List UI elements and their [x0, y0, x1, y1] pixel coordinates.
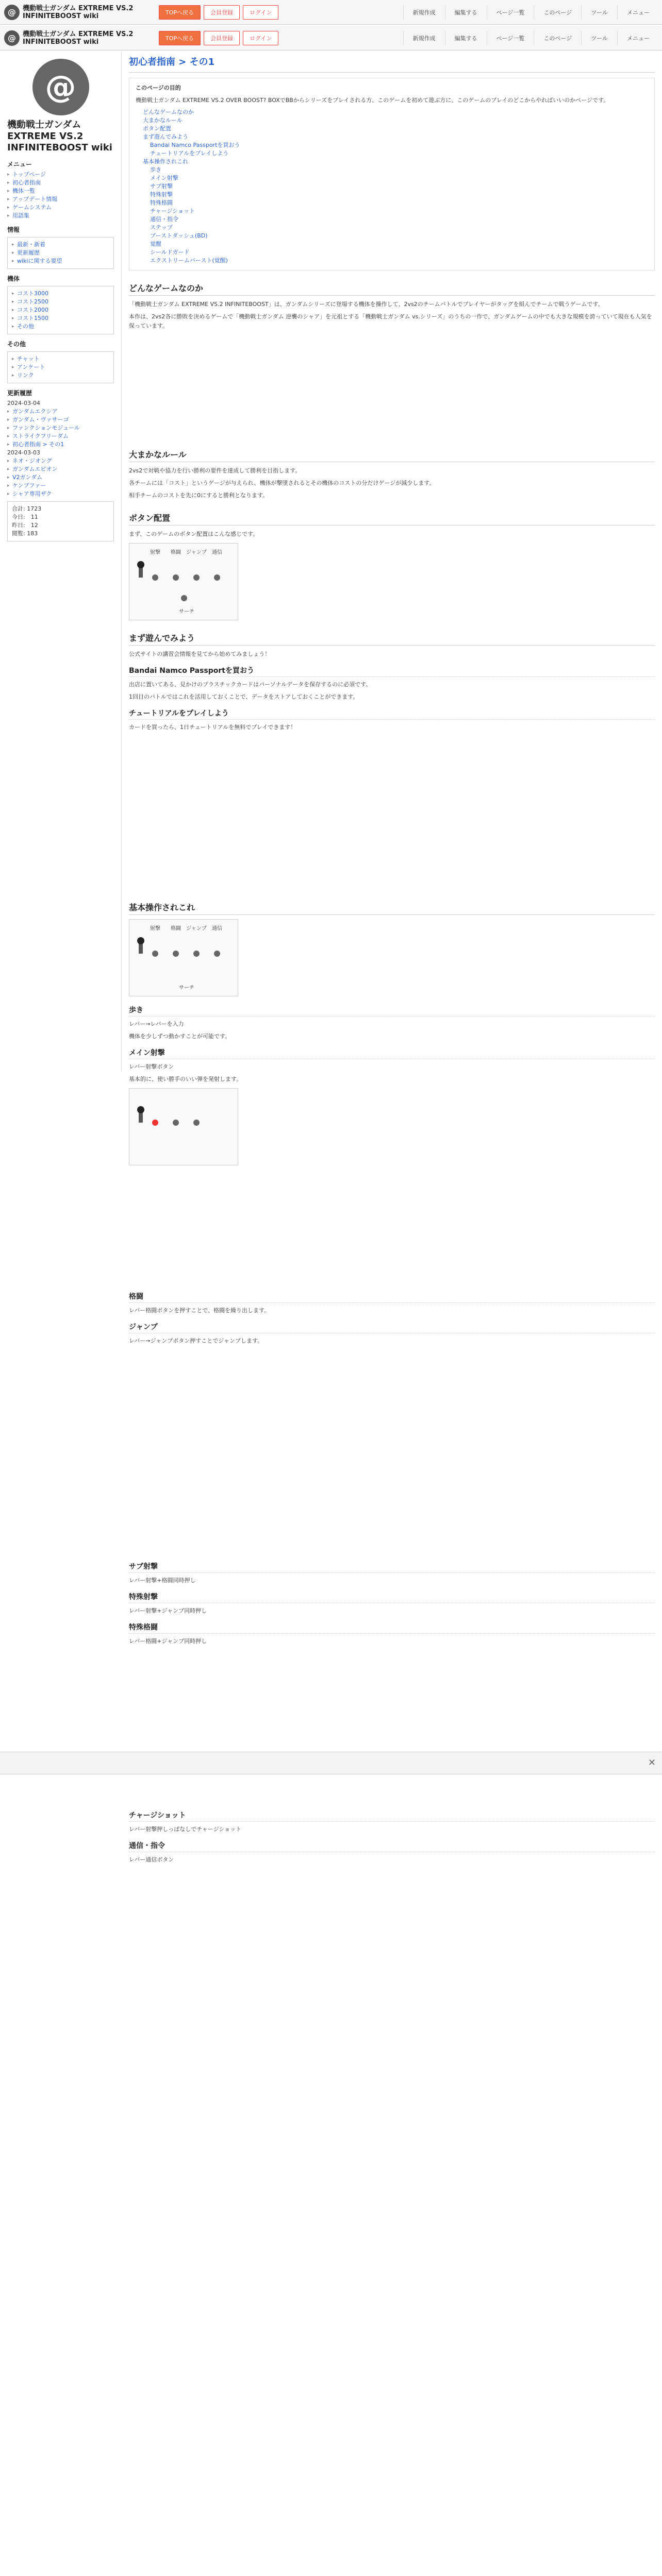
recent-item[interactable]: ▸ ガンダム・ヴァサーゴ	[7, 416, 114, 424]
units-title: 機体	[7, 275, 20, 282]
info-item[interactable]: ▸ 更新履歴	[12, 249, 109, 257]
toc-link[interactable]: Bandai Namco Passportを買おう	[150, 142, 240, 148]
melee-button-icon	[173, 951, 179, 957]
unit-item[interactable]: ▸ コスト2000	[12, 306, 109, 314]
main-shot-paragraph: レバー射撃ボタン	[129, 1063, 174, 1070]
basic-diagram	[129, 919, 238, 996]
units-box	[7, 286, 114, 334]
toc-link[interactable]: 特殊射撃	[150, 191, 173, 198]
toc-link[interactable]: エクストリームバースト(覚醒)	[150, 257, 228, 264]
login-button[interactable]: ログイン	[243, 5, 278, 20]
section-passport: Bandai Namco Passportを買おう	[129, 663, 655, 677]
unit-item[interactable]: ▸ その他	[12, 323, 109, 331]
etc-item[interactable]: ▸ アンケート	[12, 363, 109, 371]
nav-tools[interactable]: ツール	[581, 5, 617, 20]
sticky-bar	[0, 26, 662, 50]
button-layout-diagram	[129, 543, 238, 620]
jump-paragraph: レバー→ジャンプボタン押すことでジャンプします。	[129, 1337, 263, 1344]
section-specmelee: 特殊格闘	[129, 1620, 655, 1634]
recent-item[interactable]: ▸ ネオ・ジオング	[7, 457, 114, 465]
recent-date: 2024-03-03	[7, 449, 40, 456]
menu-item[interactable]: ▸ アップデート情報	[7, 195, 114, 204]
what-paragraph: 本作は、2vs2各に勝敗を決めるゲームで「機動戦士ガンダム 逆襲のシャア」を元祖とする「機動戦士ガンダム vs.シリーズ」のうちの一作で、ガンダムゲームの中でも大きな規模を誇っていて現在も人気を保っています。	[129, 313, 652, 329]
passport-paragraph: 1回目のバトルではこれを活用しておくことで、データをストアしておくことができます。	[129, 693, 359, 700]
what-paragraph: 「機動戦士ガンダム EXTREME VS.2 INFINITEBOOST」は、ガンダムシリーズに登場する機体を操作して、2vs2のチームバトルでプレイヤーがタッグを組んでチームで戦うゲームです。	[129, 301, 604, 308]
main-shot-diagram	[129, 1088, 238, 1165]
try-paragraph: 公式サイトの講習会情報を見てから始めてみましょう！	[129, 651, 271, 657]
section-walk: 歩き	[129, 1003, 655, 1016]
counter-yesterday: 昨日: 12	[12, 522, 38, 529]
pad-label: ジャンプ	[186, 926, 207, 931]
top-bar	[0, 0, 662, 25]
recent-item[interactable]: ▸ ガンダムエクシア	[7, 408, 114, 416]
sidebar	[0, 52, 122, 1072]
menu-item[interactable]: ▸ 初心者指南	[7, 179, 114, 187]
etc-item[interactable]: ▸ リンク	[12, 371, 109, 380]
unit-item[interactable]: ▸ コスト2500	[12, 298, 109, 306]
info-box	[7, 237, 114, 269]
nav-menu-2[interactable]: メニュー	[617, 31, 659, 45]
tutorial-paragraph: カードを買ったら、1日チュートリアルを無料でプレイできます！	[129, 724, 296, 731]
recent-item[interactable]: ▸ V2ガンダム	[7, 473, 114, 482]
section-melee: 格闘	[129, 1289, 655, 1303]
nav-this-page[interactable]: このページ	[534, 5, 581, 20]
melee-button-icon	[173, 574, 179, 581]
rules-paragraph: 相手チームのコストを先に0にすると勝利となります。	[129, 492, 269, 499]
unit-item[interactable]: ▸ コスト3000	[12, 290, 109, 298]
specmelee-paragraph: レバー格闘+ジャンプ同時押し	[129, 1638, 207, 1645]
toc-link[interactable]: メイン射撃	[150, 175, 178, 181]
rules-paragraph: 各チームには「コスト」というゲージが与えられ、機体が撃墜されるとその機体のコストの分だけゲージが減少します。	[129, 480, 435, 486]
top-button[interactable]: TOPへ戻る	[159, 5, 201, 20]
menu-item[interactable]: ▸ ゲームシステム	[7, 204, 114, 212]
recent-item[interactable]: ▸ シャア専用ザク	[7, 490, 114, 498]
pad-label: 射撃	[150, 550, 160, 555]
toc-link[interactable]: まず遊んでみよう	[143, 133, 188, 140]
toc-link[interactable]: 覚醒	[150, 241, 161, 247]
site-logo: @	[4, 5, 20, 20]
search-button-icon	[181, 595, 187, 601]
comm-button-icon	[214, 574, 220, 581]
nav-new[interactable]: 新規作成	[403, 5, 445, 20]
toc-link[interactable]: サブ射撃	[150, 183, 173, 190]
jump-button-icon	[193, 951, 200, 957]
nav-edit[interactable]: 編集する	[445, 5, 487, 20]
toc-link[interactable]: ステップ	[150, 224, 173, 231]
section-charge: チャージショット	[129, 1808, 655, 1822]
melee-button-icon	[173, 1120, 179, 1126]
menu-title: メニュー	[7, 161, 32, 168]
pad-search-label: サーチ	[179, 985, 194, 991]
walk-paragraph: 機体を少しずつ動かすことが可能です。	[129, 1033, 231, 1040]
section-buttons: ボタン配置	[129, 509, 655, 526]
overlay-banner	[0, 1752, 662, 1774]
info-item[interactable]: ▸ wikiに関する要望	[12, 257, 109, 265]
recent-title: 更新履歴	[7, 389, 32, 397]
counter-pv: 閲覧: 183	[12, 530, 38, 537]
wiki-logo[interactable]: @	[32, 59, 89, 115]
recent-item[interactable]: ▸ ガンダムエピオン	[7, 465, 114, 473]
toc-link[interactable]: 歩き	[150, 166, 161, 173]
pad-label: 通信	[212, 550, 222, 555]
pad-label: ジャンプ	[186, 550, 207, 555]
etc-item[interactable]: ▸ チャット	[12, 355, 109, 363]
etc-title: その他	[7, 341, 26, 348]
login-button-2[interactable]: ログイン	[243, 31, 278, 45]
recent-item[interactable]: ▸ ストライクフリーダム	[7, 432, 114, 440]
toc-link[interactable]: 特殊格闘	[150, 199, 173, 206]
counter-today: 今日: 11	[12, 514, 38, 520]
site-logo-2: @	[4, 30, 20, 46]
walk-paragraph: レバー→レバーを入力	[129, 1021, 184, 1027]
site-title[interactable]: 機動戦士ガンダム EXTREME VS.2 INFINITEBOOST wiki	[23, 4, 134, 20]
shot-button-icon	[152, 574, 158, 581]
section-tutorial: チュートリアルをプレイしよう	[129, 706, 655, 720]
top-button-2[interactable]: TOPへ戻る	[159, 31, 201, 45]
table-of-contents	[129, 78, 655, 270]
toc-link[interactable]: 基本操作されこれ	[143, 158, 188, 165]
shot-button-icon	[152, 1120, 158, 1126]
rules-paragraph: 2vs2で対戦や協力を行い勝利の要件を達成して勝利を目指します。	[129, 467, 301, 474]
section-subshot: サブ射撃	[129, 1559, 655, 1573]
nav-pages[interactable]: ページ一覧	[487, 5, 534, 20]
section-basic: 基本操作されこれ	[129, 898, 655, 915]
section-try: まず遊んでみよう	[129, 629, 655, 646]
passport-paragraph: 出店に置いてある、見かけのプラスチックカードはパーソナルデータを保存するのに必須です。	[129, 681, 372, 688]
jump-button-icon	[193, 1120, 200, 1126]
toc-link[interactable]: シールドガード	[150, 249, 190, 256]
pad-search-label: サーチ	[179, 609, 194, 615]
toc-link[interactable]: ブーストダッシュ(BD)	[150, 232, 208, 239]
jump-button-icon	[193, 574, 200, 581]
section-comm: 通信・指令	[129, 1838, 655, 1852]
nav-tools-2[interactable]: ツール	[581, 31, 617, 45]
site-header[interactable]	[0, 5, 155, 20]
comm-paragraph: レバー通信ボタン	[129, 1856, 174, 1863]
register-button[interactable]: 会員登録	[204, 5, 240, 20]
menu-item[interactable]: ▸ トップページ	[7, 171, 114, 179]
section-what: どんなゲームなのか	[129, 279, 655, 296]
pad-label: 格闘	[171, 926, 181, 931]
recent-date: 2024-03-04	[7, 400, 40, 406]
nav-menu[interactable]: メニュー	[617, 5, 659, 20]
pad-label: 格闘	[171, 550, 181, 555]
site-header-2[interactable]	[0, 30, 155, 46]
toc-title: このページの目的	[136, 84, 181, 91]
section-rules: 大まかなルール	[129, 445, 655, 462]
menu-item[interactable]: ▸ 用語集	[7, 212, 114, 220]
toc-link[interactable]: どんなゲームなのか	[143, 109, 194, 115]
counter-box	[7, 501, 114, 541]
toc-link[interactable]: チュートリアルをプレイしよう	[150, 150, 229, 157]
section-special: 特殊射撃	[129, 1589, 655, 1603]
recent-item[interactable]: ▸ ファンクションモジュール	[7, 424, 114, 432]
lever-icon	[139, 940, 143, 954]
recent-item[interactable]: ▸ ケンプファー	[7, 482, 114, 490]
melee-paragraph: レバー格闘ボタンを押すことで、格闘を繰り出します。	[129, 1307, 270, 1314]
wiki-name[interactable]: 機動戦士ガンダム EXTREME VS.2 INFINITEBOOST wiki	[7, 120, 112, 153]
toc-link[interactable]: チャージショット	[150, 208, 195, 214]
info-title: 情報	[7, 226, 20, 233]
lever-icon	[139, 1109, 143, 1123]
main-shot-paragraph: 基本的に、使い勝手のいい弾を発射します。	[129, 1076, 242, 1082]
menu-item[interactable]: ▸ 機体一覧	[7, 187, 114, 195]
unit-item[interactable]: ▸ コスト1500	[12, 314, 109, 323]
etc-box	[7, 351, 114, 383]
shot-button-icon	[152, 951, 158, 957]
buttons-paragraph: まず、このゲームのボタン配置はこんな感じです。	[129, 531, 259, 537]
close-icon[interactable]: ✕	[648, 1757, 656, 1768]
breadcrumb[interactable]: 初心者指南 > その1	[129, 52, 655, 73]
toc-link[interactable]: 通信・指令	[150, 216, 178, 223]
nav-this-page-2[interactable]: このページ	[534, 31, 581, 45]
site-title-2[interactable]: 機動戦士ガンダム EXTREME VS.2 INFINITEBOOST wiki	[23, 30, 134, 46]
section-main: メイン射撃	[129, 1045, 655, 1059]
special-paragraph: レバー射撃+ジャンプ同時押し	[129, 1607, 207, 1614]
lever-icon	[139, 564, 143, 578]
nav-pages-2[interactable]: ページ一覧	[487, 31, 534, 45]
comm-button-icon	[214, 951, 220, 957]
toc-intro: 機動戦士ガンダム EXTREME VS.2 OVER BOOST? BOXでBBからシリーズをプレイされる方、このゲームを初めて遊ぶ方に、このゲームのプレイのどこからやればいいのかページです。	[136, 97, 609, 104]
section-jump: ジャンプ	[129, 1319, 655, 1333]
nav-edit-2[interactable]: 編集する	[445, 31, 487, 45]
toc-link[interactable]: ボタン配置	[143, 125, 171, 132]
pad-label: 射撃	[150, 926, 160, 931]
main-content	[129, 52, 655, 1868]
recent-item[interactable]: ▸ 初心者指南 > その1	[7, 440, 114, 449]
counter-total: 合計: 1723	[12, 505, 42, 512]
register-button-2[interactable]: 会員登録	[204, 31, 240, 45]
subshot-paragraph: レバー射撃+格闘同時押し	[129, 1577, 196, 1584]
toc-link[interactable]: 大まかなルール	[143, 117, 183, 124]
charge-paragraph: レバー射撃押しっぱなしでチャージショット	[129, 1826, 242, 1833]
info-item[interactable]: ▸ 最新・新着	[12, 241, 109, 249]
nav-new-2[interactable]: 新規作成	[403, 31, 445, 45]
pad-label: 通信	[212, 926, 222, 931]
